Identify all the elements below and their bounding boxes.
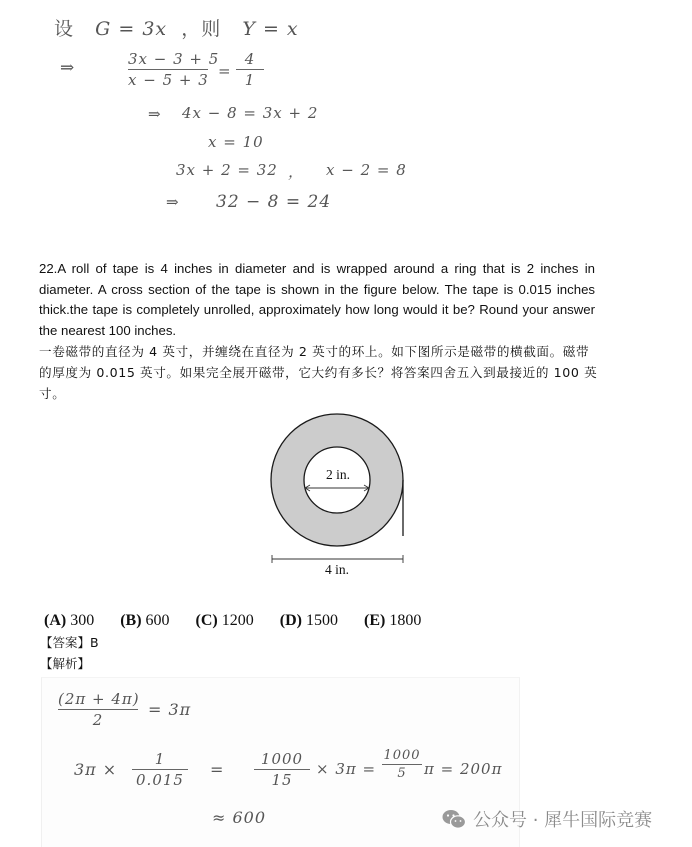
expr: G = 3x (95, 18, 168, 40)
equals: = (210, 760, 225, 779)
fraction (58, 690, 138, 729)
expression: × 3π = (316, 760, 377, 778)
equation: = 3π (148, 700, 192, 719)
answer-choices (44, 612, 443, 630)
denominator: 5 (397, 766, 407, 781)
expr: Y = x (242, 18, 299, 40)
choice-letter: (E) (363, 612, 386, 629)
equation: x = 10 (208, 133, 264, 151)
choice-b (120, 612, 169, 630)
fraction (382, 748, 422, 781)
choice-d (280, 612, 338, 630)
denominator: 2 (92, 711, 104, 729)
choice-value: 1500 (305, 612, 338, 629)
inner-diameter-label: 2 in. (325, 467, 350, 482)
wechat-watermark (442, 806, 652, 832)
analysis-label: 【解析】 (40, 656, 91, 671)
tape-cross-section-figure (262, 408, 422, 587)
numerator: 1000 (260, 750, 304, 768)
fraction-bar (58, 709, 138, 710)
choice-value: 600 (145, 612, 170, 629)
choice-e (364, 612, 421, 630)
implies-symbol: ⇒ (148, 105, 162, 123)
separator: ， (288, 163, 305, 181)
numerator: 1 (154, 750, 166, 768)
implies-symbol: ⇒ (60, 58, 76, 78)
choice-c (196, 612, 254, 630)
wechat-icon (442, 809, 466, 829)
answer-value: B (90, 635, 99, 650)
equation: 32 − 8 = 24 (216, 192, 332, 212)
numerator: 4 (244, 50, 256, 68)
answer-line (40, 633, 99, 651)
numerator: 3x − 3 + 5 (128, 50, 220, 68)
denominator: 1 (244, 71, 256, 89)
equals: = (218, 62, 232, 80)
choice-letter: (A) (44, 612, 67, 629)
fraction-bar (128, 69, 208, 70)
fraction-bar (254, 769, 310, 770)
choice-value: 1200 (221, 612, 254, 629)
expression: 3π × (74, 760, 118, 779)
equation: 4x − 8 = 3x + 2 (182, 104, 319, 122)
let-text: 设 (54, 18, 75, 40)
equation: x − 2 = 8 (326, 161, 407, 179)
prev-solution-line-1 (54, 14, 299, 41)
choice-letter: (C) (195, 612, 218, 629)
problem-text-cn: 一卷磁带的直径为 4 英寸，并缠绕在直径为 2 英寸的环上。如下图所示是磁带的横截面。磁带的厚度为 0.015 英寸。如果完全展开磁带，它大约有多长？将答案四舍五入到最接近的 100 英寸。 (39, 344, 598, 401)
choice-letter: (B) (120, 612, 142, 629)
separator: ，则 (181, 18, 222, 40)
fraction (236, 50, 264, 89)
numerator: 1000 (383, 748, 421, 763)
approx-result: ≈ 600 (212, 808, 267, 827)
denominator: 0.015 (136, 771, 184, 789)
denominator: 15 (271, 771, 293, 789)
watermark-text: 公众号 · 犀牛国际竞赛 (473, 810, 653, 831)
outer-diameter-label: 4 in. (324, 562, 349, 577)
numerator: (2π + 4π) (58, 690, 140, 708)
fraction-bar (382, 764, 422, 765)
denominator: x − 5 + 3 (128, 71, 209, 89)
fraction-bar (236, 69, 264, 70)
choice-letter: (D) (279, 612, 302, 629)
fraction-bar (132, 769, 188, 770)
fraction (132, 750, 188, 789)
equation: 3x + 2 = 32 (176, 161, 278, 179)
problem-text-en: 22.A roll of tape is 4 inches in diameter and is wrapped around a ring that is 2 inches in diameter. A cross section of the tape is shown in the figure below. The tape is 0.015 inches thick.the tape is completely unrolled, approximately how long would it be? Round your answer the nearest 100 inches. (39, 261, 595, 338)
choice-value: 1800 (389, 612, 422, 629)
fraction (128, 50, 220, 89)
tape-diagram (262, 408, 422, 583)
choice-value: 300 (70, 612, 95, 629)
expression: π = 200π (424, 760, 503, 778)
answer-label: 【答案】 (40, 635, 91, 650)
implies-symbol: ⇒ (166, 193, 180, 211)
choice-a (44, 612, 94, 630)
fraction (254, 750, 310, 789)
